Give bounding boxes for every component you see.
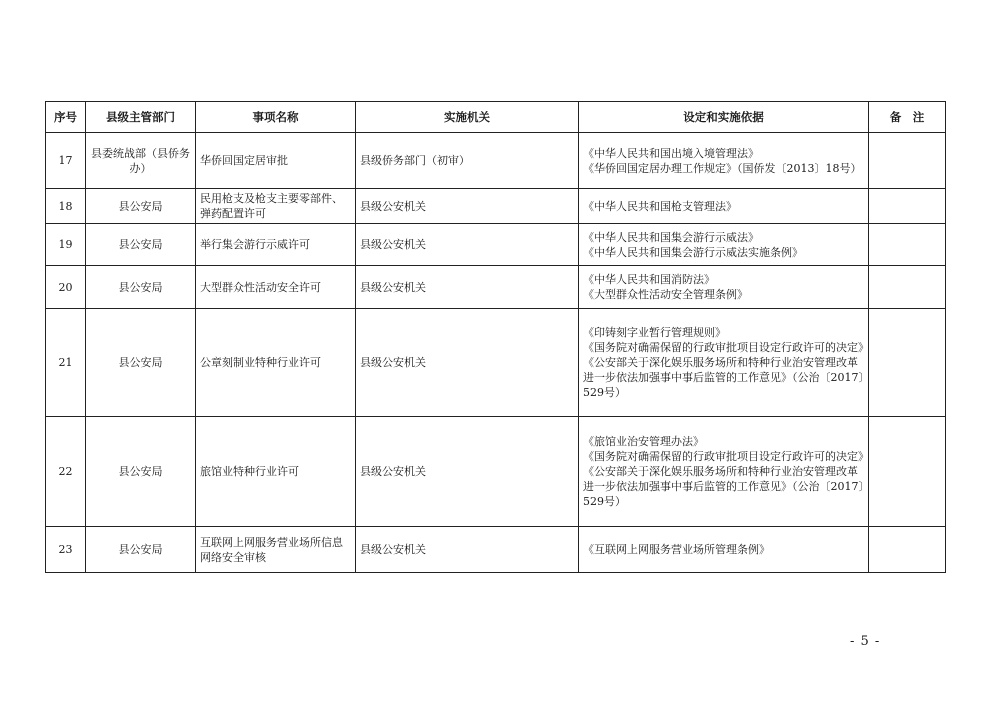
- row-item: 民用枪支及枪支主要零部件、弹药配置许可: [196, 189, 356, 224]
- basis-line: 《国务院对确需保留的行政审批项目设定行政许可的决定》: [583, 450, 869, 463]
- row-dept: 县公安局: [86, 417, 196, 527]
- basis-line: 《公安部关于深化娱乐服务场所和特种行业治安管理改革进一步依法加强事中事后监管的工作意见》（公治〔2017〕529号）: [583, 356, 864, 399]
- page-number: - 5 -: [850, 634, 881, 649]
- row-dept: 县公安局: [86, 527, 196, 573]
- header-item: 事项名称: [196, 102, 356, 133]
- basis-line: 《中华人民共和国枪支管理法》: [583, 199, 737, 213]
- row-basis: [579, 417, 869, 527]
- row-index: 22: [46, 417, 86, 527]
- row-remark: [869, 417, 946, 527]
- table-row: [46, 527, 946, 573]
- table-body: [46, 133, 946, 573]
- table-row: [46, 224, 946, 266]
- row-remark: [869, 309, 946, 417]
- header-index: 序号: [46, 102, 86, 133]
- table-row: [46, 309, 946, 417]
- basis-line: 《中华人民共和国集会游行示威法》: [583, 230, 759, 244]
- row-remark: [869, 224, 946, 266]
- row-agency: 县级公安机关: [356, 189, 579, 224]
- row-remark: [869, 133, 946, 189]
- basis-line: 《国务院对确需保留的行政审批项目设定行政许可的决定》: [583, 341, 869, 354]
- table-row: [46, 417, 946, 527]
- row-dept: 县委统战部（县侨务办）: [86, 133, 196, 189]
- row-dept: 县公安局: [86, 309, 196, 417]
- row-basis: [579, 309, 869, 417]
- basis-line: 《中华人民共和国消防法》: [583, 273, 715, 286]
- row-agency: 县级公安机关: [356, 266, 579, 309]
- basis-line: 《印铸刻字业暂行管理规则》: [583, 326, 726, 339]
- row-basis: [579, 266, 869, 309]
- row-item: 互联网上网服务营业场所信息网络安全审核: [196, 527, 356, 573]
- header-agency: 实施机关: [356, 102, 579, 133]
- row-agency: 县级公安机关: [356, 417, 579, 527]
- approval-items-table: [45, 101, 946, 573]
- basis-line: 《大型群众性活动安全管理条例》: [583, 288, 748, 301]
- basis-line: 《中华人民共和国出境入境管理法》: [583, 146, 759, 160]
- row-item: 旅馆业特种行业许可: [196, 417, 356, 527]
- row-dept: 县公安局: [86, 224, 196, 266]
- row-agency: 县级侨务部门（初审）: [356, 133, 579, 189]
- header-remark: 备 注: [869, 102, 946, 133]
- row-basis: [579, 133, 869, 189]
- row-item: 华侨回国定居审批: [196, 133, 356, 189]
- header-basis: 设定和实施依据: [579, 102, 869, 133]
- row-agency: 县级公安机关: [356, 527, 579, 573]
- basis-line: 《华侨回国定居办理工作规定》（国侨发〔2013〕18号）: [583, 161, 862, 175]
- row-agency: 县级公安机关: [356, 309, 579, 417]
- row-index: 21: [46, 309, 86, 417]
- row-basis: [579, 224, 869, 266]
- row-item: 举行集会游行示威许可: [196, 224, 356, 266]
- row-index: 20: [46, 266, 86, 309]
- table-header-row: [46, 102, 946, 133]
- table-row: [46, 189, 946, 224]
- row-item: 大型群众性活动安全许可: [196, 266, 356, 309]
- row-basis: [579, 527, 869, 573]
- basis-line: 《公安部关于深化娱乐服务场所和特种行业治安管理改革进一步依法加强事中事后监管的工作意见》（公治〔2017〕529号）: [583, 465, 864, 508]
- basis-line: 《中华人民共和国集会游行示威法实施条例》: [583, 245, 803, 259]
- row-index: 23: [46, 527, 86, 573]
- basis-line: 《互联网上网服务营业场所管理条例》: [583, 543, 770, 556]
- row-remark: [869, 189, 946, 224]
- row-remark: [869, 527, 946, 573]
- row-remark: [869, 266, 946, 309]
- row-dept: 县公安局: [86, 189, 196, 224]
- row-basis: [579, 189, 869, 224]
- basis-line: 《旅馆业治安管理办法》: [583, 435, 704, 448]
- row-dept: 县公安局: [86, 266, 196, 309]
- header-dept: 县级主管部门: [86, 102, 196, 133]
- table-row: [46, 266, 946, 309]
- table-row: [46, 133, 946, 189]
- row-item: 公章刻制业特种行业许可: [196, 309, 356, 417]
- row-agency: 县级公安机关: [356, 224, 579, 266]
- row-index: 18: [46, 189, 86, 224]
- row-index: 17: [46, 133, 86, 189]
- row-index: 19: [46, 224, 86, 266]
